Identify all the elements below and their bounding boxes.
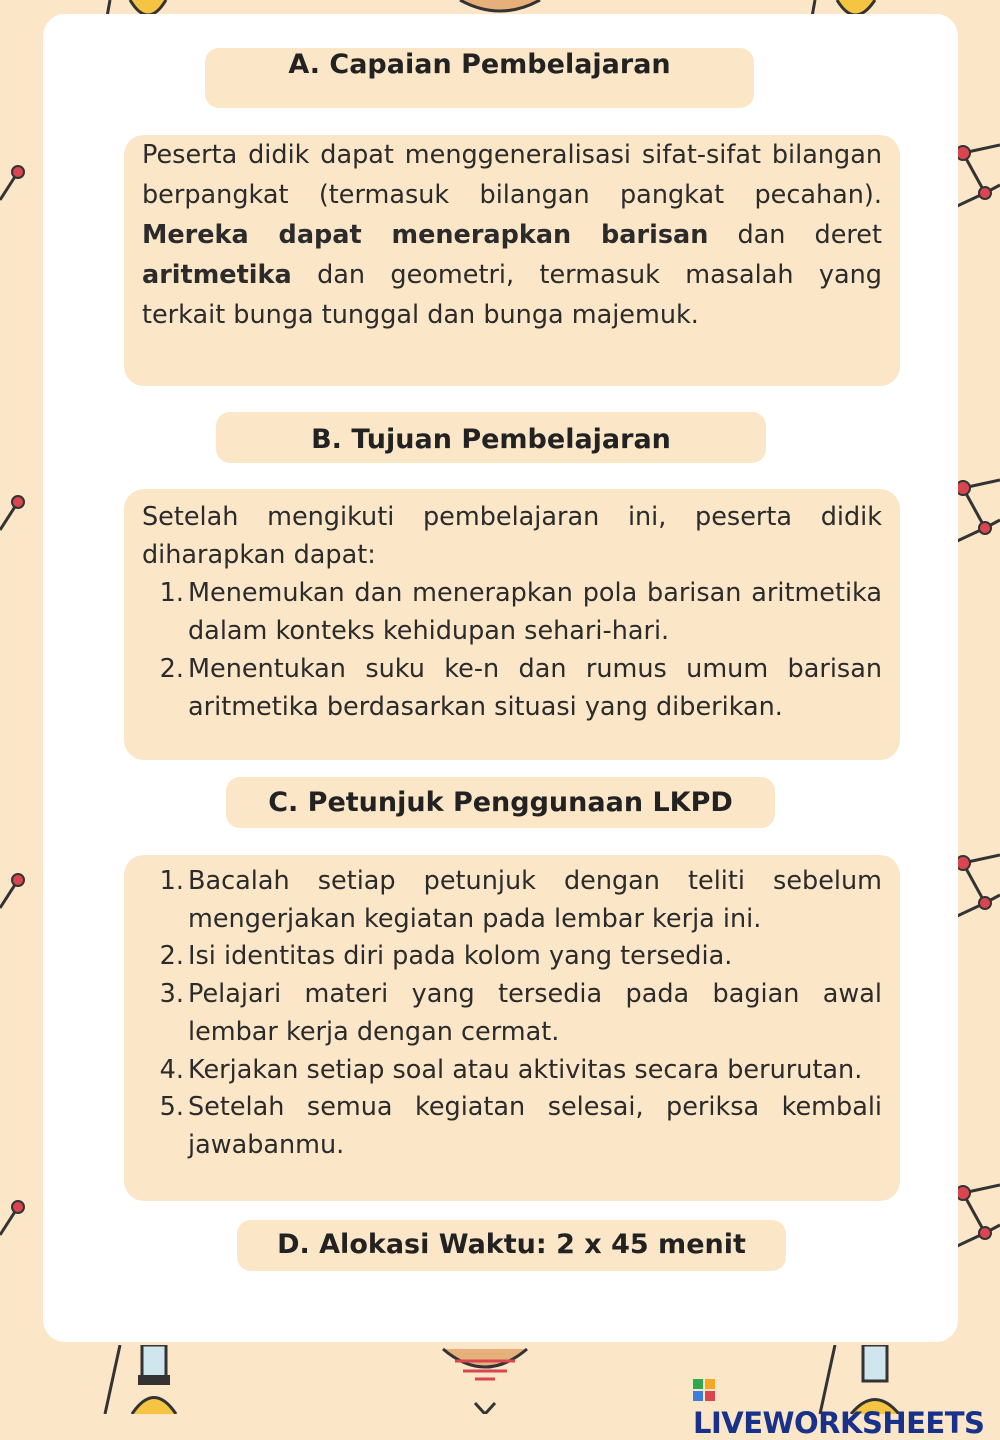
molecule-left-3-icon [0,868,30,918]
list-item [142,863,882,938]
list-item [142,1089,882,1164]
section-c-content [124,855,900,1201]
list-item-text: Isi identitas diri pada kolom yang tersedia. [188,941,733,972]
section-b-content [124,489,900,760]
molecule-left-1-icon [0,160,30,210]
dna-bottom-icon [435,1345,535,1414]
section-c-title: C. Petunjuk Penggunaan LKPD [226,777,775,828]
molecule-right-2-icon [955,470,1000,550]
section-b-list [142,574,882,726]
section-a-content [124,135,900,386]
section-b-title: B. Tujuan Pembelajaran [216,412,766,463]
section-a-bold-1: Mereka dapat menerapkan barisan [142,220,709,250]
section-a-text-3: dan geometri, termasuk masalah yang terkait bunga tunggal dan bunga majemuk. [142,260,882,330]
liveworksheets-logo-icon [693,1379,715,1401]
section-d-title: D. Alokasi Waktu: 2 x 45 menit [237,1220,786,1271]
list-item-text: Pelajari materi yang tersedia pada bagian awal lembar kerja dengan cermat. [188,979,882,1047]
section-a-bold-2: aritmetika [142,260,292,290]
list-item-number: 1. [159,866,184,896]
list-item-number: 4. [159,1054,184,1085]
list-item-number: 2. [159,941,184,972]
list-item [142,976,882,1051]
section-a-text-1: Peserta didik dapat menggeneralisasi sifat-sifat bilangan berpangkat (termasuk bilangan pangkat pecahan). [142,140,882,210]
section-b-intro: Setelah mengikuti pembelajaran ini, peserta didik diharapkan dapat: [142,502,882,570]
molecule-right-3-icon [955,845,1000,925]
flask-bottom-left-icon [100,1345,200,1414]
list-item-number: 5. [159,1092,184,1123]
molecule-right-1-icon [955,135,1000,215]
list-item-text: Menentukan suku ke-n dan rumus umum barisan aritmetika berdasarkan situasi yang diberikan. [188,654,882,722]
section-c-list [142,863,882,1165]
molecule-right-4-icon [955,1175,1000,1255]
liveworksheets-logo-text: LIVEWORKSHEETS [693,1406,985,1440]
list-item-text: Menemukan dan menerapkan pola barisan aritmetika dalam konteks kehidupan sehari-hari. [188,578,882,646]
list-item-number: 1. [159,578,184,608]
list-item-text: Bacalah setiap petunjuk dengan teliti sebelum mengerjakan kegiatan pada lembar kerja ini. [188,866,882,934]
list-item [142,938,882,976]
section-a-title: A. Capaian Pembelajaran [205,48,754,108]
liveworksheets-logo[interactable] [693,1372,1000,1440]
molecule-left-4-icon [0,1195,30,1245]
list-item-text: Setelah semua kegiatan selesai, periksa kembali jawabanmu. [188,1092,882,1160]
list-item [142,650,882,726]
list-item-number: 3. [159,979,184,1010]
section-a-text-2: dan deret [708,220,882,250]
molecule-left-2-icon [0,490,30,540]
list-item-text: Kerjakan setiap soal atau aktivitas secara berurutan. [188,1054,863,1085]
list-item [142,574,882,650]
list-item [142,1052,882,1090]
list-item-number: 2. [159,654,184,684]
